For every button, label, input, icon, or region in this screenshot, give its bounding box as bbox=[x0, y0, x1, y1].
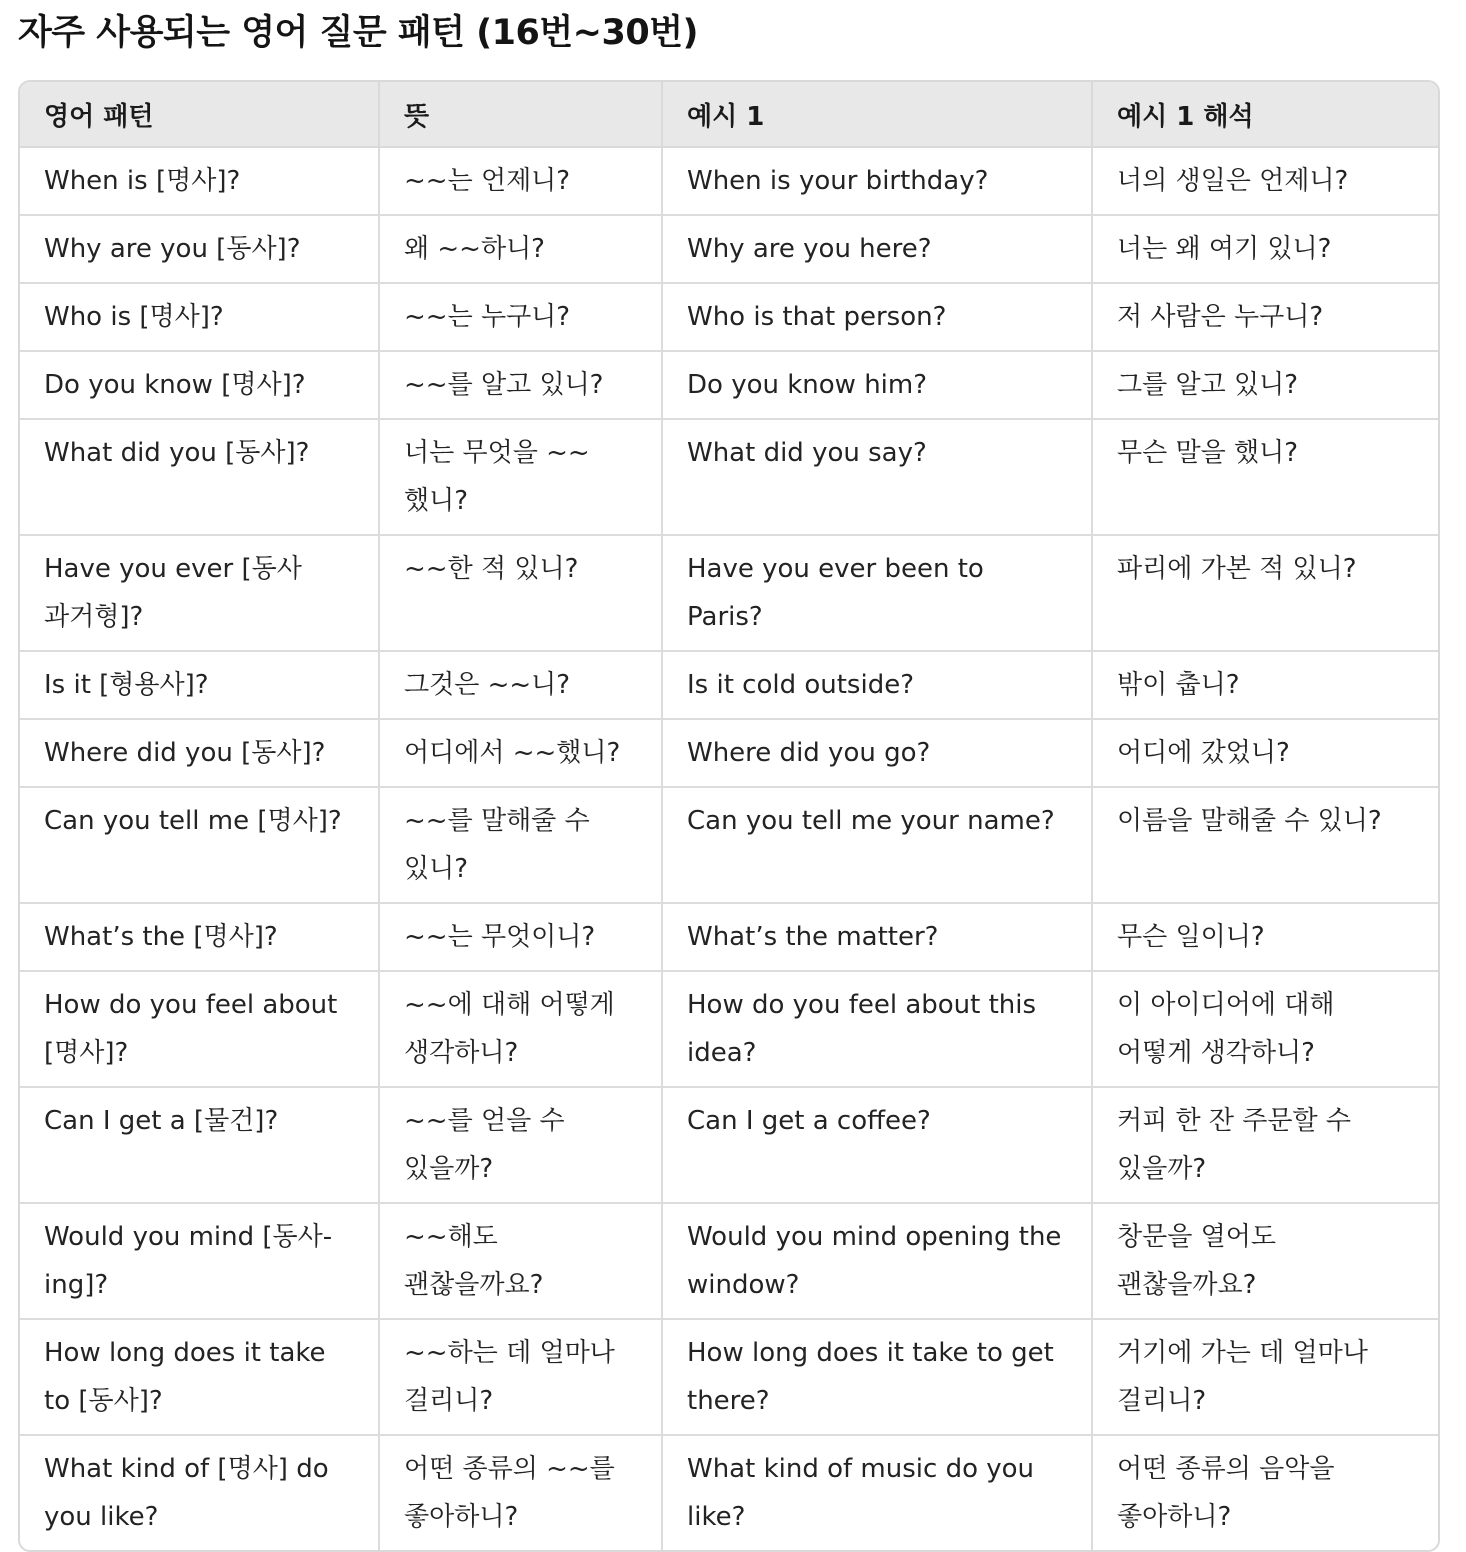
cell-pattern: What kind of [명사] do you like? bbox=[20, 1435, 379, 1550]
cell-example: Is it cold outside? bbox=[662, 651, 1092, 719]
pattern-table-container bbox=[18, 80, 1440, 1552]
cell-meaning: ~~를 얻을 수 있을까? bbox=[379, 1087, 662, 1203]
cell-meaning: 어떤 종류의 ~~를 좋아하니? bbox=[379, 1435, 662, 1550]
cell-example: Can you tell me your name? bbox=[662, 787, 1092, 903]
cell-meaning: 어디에서 ~~했니? bbox=[379, 719, 662, 787]
table-row bbox=[20, 903, 1438, 971]
cell-example: How do you feel about this idea? bbox=[662, 971, 1092, 1087]
table-row bbox=[20, 1087, 1438, 1203]
cell-meaning: 그것은 ~~니? bbox=[379, 651, 662, 719]
cell-meaning: ~~는 언제니? bbox=[379, 147, 662, 215]
header-example: 예시 1 bbox=[662, 82, 1092, 147]
cell-example: What’s the matter? bbox=[662, 903, 1092, 971]
cell-meaning: ~~는 누구니? bbox=[379, 283, 662, 351]
cell-translation: 파리에 가본 적 있니? bbox=[1092, 535, 1438, 651]
cell-meaning: 왜 ~~하니? bbox=[379, 215, 662, 283]
cell-meaning: ~~를 알고 있니? bbox=[379, 351, 662, 419]
table-body bbox=[20, 147, 1438, 1550]
cell-translation: 너는 왜 여기 있니? bbox=[1092, 215, 1438, 283]
cell-meaning: ~~를 말해줄 수 있니? bbox=[379, 787, 662, 903]
table-row bbox=[20, 719, 1438, 787]
table-row bbox=[20, 1319, 1438, 1435]
cell-translation: 창문을 열어도 괜찮을까요? bbox=[1092, 1203, 1438, 1319]
cell-meaning: ~~에 대해 어떻게 생각하니? bbox=[379, 971, 662, 1087]
cell-translation: 무슨 일이니? bbox=[1092, 903, 1438, 971]
cell-translation: 거기에 가는 데 얼마나 걸리니? bbox=[1092, 1319, 1438, 1435]
table-row bbox=[20, 651, 1438, 719]
cell-pattern: Would you mind [동사-ing]? bbox=[20, 1203, 379, 1319]
table-row bbox=[20, 351, 1438, 419]
page-title: 자주 사용되는 영어 질문 패턴 (16번~30번) bbox=[18, 13, 698, 53]
header-meaning: 뜻 bbox=[379, 82, 662, 147]
table-row bbox=[20, 535, 1438, 651]
table-row bbox=[20, 147, 1438, 215]
cell-meaning: ~~는 무엇이니? bbox=[379, 903, 662, 971]
cell-example: Do you know him? bbox=[662, 351, 1092, 419]
cell-example: Have you ever been to Paris? bbox=[662, 535, 1092, 651]
cell-translation: 이름을 말해줄 수 있니? bbox=[1092, 787, 1438, 903]
cell-translation: 밖이 춥니? bbox=[1092, 651, 1438, 719]
cell-pattern: Can you tell me [명사]? bbox=[20, 787, 379, 903]
cell-example: What did you say? bbox=[662, 419, 1092, 535]
cell-pattern: When is [명사]? bbox=[20, 147, 379, 215]
table-row bbox=[20, 419, 1438, 535]
cell-translation: 어떤 종류의 음악을 좋아하니? bbox=[1117, 1454, 1335, 1532]
cell-pattern: Have you ever [동사 과거형]? bbox=[20, 535, 379, 651]
cell-example: Where did you go? bbox=[662, 719, 1092, 787]
cell-example: Can I get a coffee? bbox=[662, 1087, 1092, 1203]
cell-translation: 이 아이디어에 대해 어떻게 생각하니? bbox=[1092, 971, 1438, 1087]
table-row bbox=[20, 1435, 1438, 1550]
cell-example: Why are you here? bbox=[662, 215, 1092, 283]
table-row bbox=[20, 215, 1438, 283]
cell-pattern: Why are you [동사]? bbox=[20, 215, 379, 283]
cell-translation: 그를 알고 있니? bbox=[1092, 351, 1438, 419]
table-header bbox=[20, 82, 1438, 147]
cell-example: What kind of music do you like? bbox=[662, 1435, 1092, 1550]
table-row bbox=[20, 1203, 1438, 1319]
cell-pattern: Where did you [동사]? bbox=[20, 719, 379, 787]
cell-example: How long does it take to get there? bbox=[662, 1319, 1092, 1435]
cell-pattern: What did you [동사]? bbox=[20, 419, 379, 535]
pattern-table bbox=[20, 82, 1438, 1550]
cell-pattern: Do you know [명사]? bbox=[20, 351, 379, 419]
cell-meaning: 너는 무엇을 ~~했니? bbox=[379, 419, 662, 535]
cell-translation: 어디에 갔었니? bbox=[1092, 719, 1438, 787]
cell-translation: 커피 한 잔 주문할 수 있을까? bbox=[1092, 1087, 1438, 1203]
table-row bbox=[20, 283, 1438, 351]
header-translation: 예시 1 해석 bbox=[1092, 82, 1438, 147]
cell-translation: 저 사람은 누구니? bbox=[1092, 283, 1438, 351]
cell-example: Would you mind opening the window? bbox=[662, 1203, 1092, 1319]
cell-pattern: What’s the [명사]? bbox=[20, 903, 379, 971]
table-row bbox=[20, 787, 1438, 903]
cell-meaning: ~~하는 데 얼마나 걸리니? bbox=[379, 1319, 662, 1435]
cell-pattern: How long does it take to [동사]? bbox=[20, 1319, 379, 1435]
cell-meaning: ~~해도 괜찮을까요? bbox=[379, 1203, 662, 1319]
cell-pattern: Who is [명사]? bbox=[20, 283, 379, 351]
cell-example: Who is that person? bbox=[662, 283, 1092, 351]
header-pattern: 영어 패턴 bbox=[20, 82, 379, 147]
cell-pattern: How do you feel about [명사]? bbox=[20, 971, 379, 1087]
cell-pattern: Can I get a [물건]? bbox=[20, 1087, 379, 1203]
cell-pattern: Is it [형용사]? bbox=[20, 651, 379, 719]
cell-meaning: ~~한 적 있니? bbox=[379, 535, 662, 651]
table-row bbox=[20, 971, 1438, 1087]
cell-example: When is your birthday? bbox=[662, 147, 1092, 215]
cell-translation: 너의 생일은 언제니? bbox=[1092, 147, 1438, 215]
cell-translation: 무슨 말을 했니? bbox=[1092, 419, 1438, 535]
